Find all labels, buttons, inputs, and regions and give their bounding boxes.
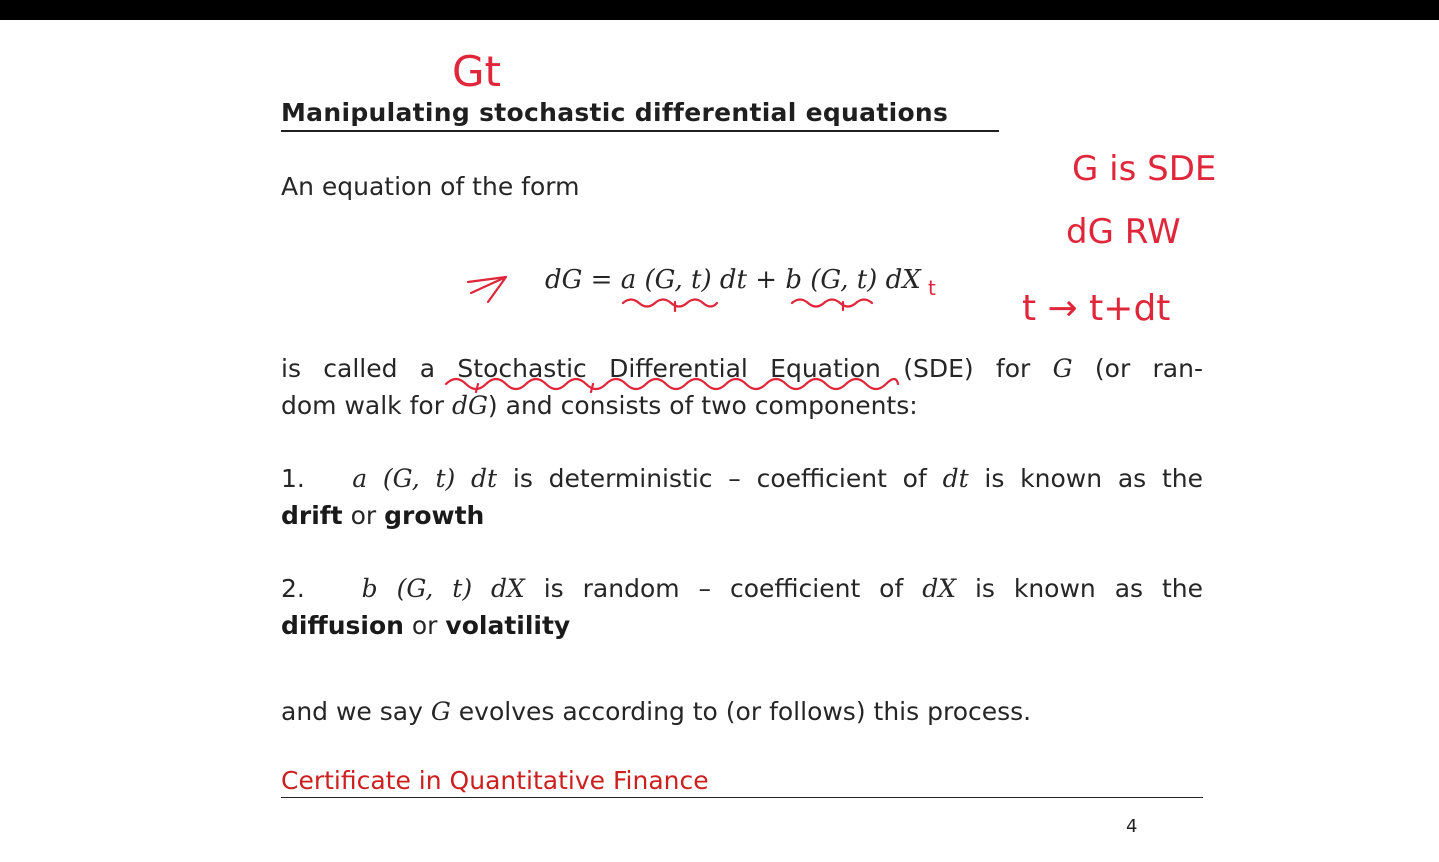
sde-equation	[545, 265, 921, 295]
drift-term: a (G, t) dt	[352, 464, 498, 493]
conclusion-part: and we say	[281, 697, 431, 726]
top-black-bar	[0, 0, 1439, 20]
variable-g: G	[1052, 354, 1073, 383]
annotation-note-line-3: t → t+dt	[1022, 288, 1171, 329]
component-text: is deterministic – coefficient of	[497, 464, 943, 493]
component-1-line-1	[281, 460, 1203, 497]
page-number: 4	[1126, 816, 1138, 837]
equation-plus: +	[746, 265, 786, 295]
diffusion-wavy-underline	[792, 300, 872, 307]
equation-drift-term: a (G, t) dt	[620, 265, 747, 295]
diffusion-term: b (G, t) dX	[361, 574, 525, 603]
component-2-line-1	[281, 570, 1203, 607]
slide	[0, 20, 1439, 862]
annotation-title-note: Gt	[452, 47, 502, 96]
variable-dx: dX	[922, 574, 957, 603]
annotation-note-line-2: dG RW	[1066, 212, 1181, 252]
annotation-note-line-1: G is SDE	[1072, 149, 1217, 189]
component-text: is known as the	[968, 464, 1204, 493]
sde-definition-line-1	[281, 350, 1203, 387]
intro-text: An equation of the form	[281, 172, 580, 201]
footer-course-name: Certificate in Quantitative Finance	[281, 766, 709, 795]
definition-text: (or ran-	[1072, 354, 1203, 383]
equation-equals: =	[582, 265, 621, 295]
sde-definition-line-2	[281, 387, 918, 424]
definition-text: dom walk for	[281, 391, 452, 420]
variable-g: G	[430, 697, 451, 726]
slide-title: Manipulating stochastic differential equations	[281, 98, 949, 127]
drift-keyword: drift	[281, 501, 343, 530]
definition-text: is called a Stochastic Differential Equation (SDE) for	[281, 354, 1053, 383]
list-number: 1.	[281, 464, 305, 493]
component-2-line-2	[281, 607, 570, 644]
or-text: or	[403, 611, 446, 640]
title-underline	[281, 130, 999, 132]
diffusion-keyword: diffusion	[281, 611, 404, 640]
definition-text: ) and consists of two components:	[487, 391, 918, 420]
growth-keyword: growth	[384, 501, 485, 530]
handwritten-annotations	[0, 20, 1439, 862]
conclusion-text	[281, 693, 1031, 730]
component-1-line-2	[281, 497, 484, 534]
component-text: is known as the	[956, 574, 1203, 603]
conclusion-part: evolves according to (or follows) this process.	[450, 697, 1032, 726]
list-number: 2.	[281, 574, 305, 603]
component-text: is random – coefficient of	[524, 574, 923, 603]
footer-rule	[281, 797, 1203, 798]
equation-diffusion-term: b (G, t) dX	[785, 265, 921, 295]
annotation-dx-subscript: t	[928, 276, 936, 300]
equation-lhs: dG	[545, 265, 583, 295]
variable-dg: dG	[451, 391, 488, 420]
drift-wavy-underline	[623, 300, 717, 307]
or-text: or	[342, 501, 385, 530]
arrow-annotation	[468, 277, 506, 302]
variable-dt: dt	[942, 464, 969, 493]
volatility-keyword: volatility	[445, 611, 571, 640]
